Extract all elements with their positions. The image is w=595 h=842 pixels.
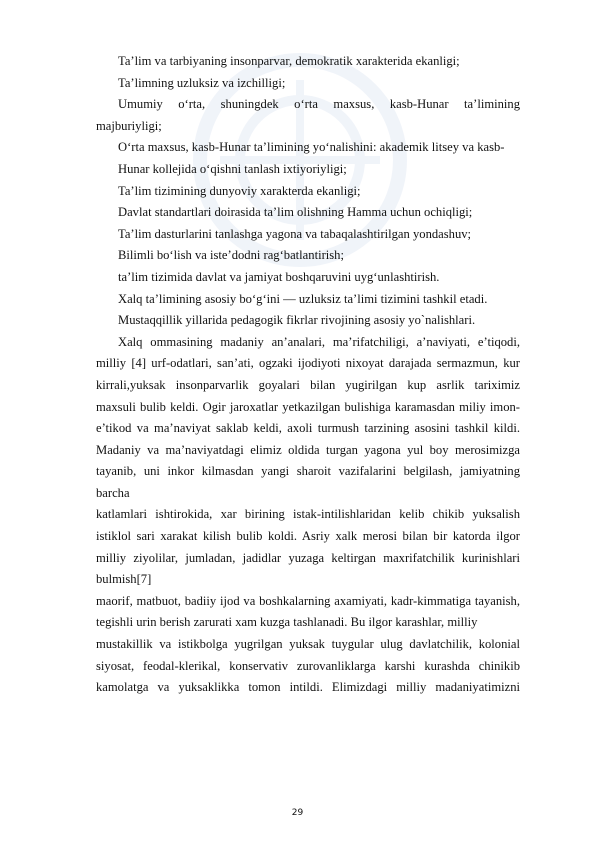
text-line: e’tikod va ma’naviyat saklab keldi, axoli turmush tarzining asosini tashkil kildi. xyxy=(96,421,520,436)
text-line: Umumiy o‘rta, shuningdek o‘rta maxsus, kasb-Hunar ta’limining xyxy=(118,97,520,112)
document-page xyxy=(96,51,520,699)
text-line: barcha xyxy=(96,485,130,500)
text-line: Bilimli bo‘lish va iste’dodni rag‘batlantirish; xyxy=(118,248,344,263)
text-line: Mustaqqillik yillarida pedagogik fikrlar rivojining asosiy yo`nalishlari. xyxy=(118,313,476,328)
text-line: tegishli urin berish zarurati xam kuzga tashlanadi. Bu ilgor karashlar, milliy xyxy=(96,615,478,630)
text-line: Ta’lim dasturlarini tanlashga yagona va tabaqalashtirilgan yondashuv; xyxy=(118,226,472,241)
text-line: Ta’limning uzluksiz va izchilligi; xyxy=(118,75,286,90)
page-number: 29 xyxy=(291,808,304,818)
text-line: kirrali,yuksak insonparvarlik goyalari bilan yugirilgan kup asrlik tariximiz xyxy=(96,377,520,392)
text-line: tayanib, uni inkor kilmasdan yangi sharoit vazifalarini belgilash, jamiyatning xyxy=(96,464,520,479)
text-line: majburiyligi; xyxy=(96,118,162,133)
text-line: Ta’lim va tarbiyaning insonparvar, demokratik xarakterida ekanligi; xyxy=(118,54,460,68)
text-line: milliy ziyolilar, jumladan, jadidlar yuzaga keltirgan maxrifatchilik kurinishlari xyxy=(96,550,520,565)
text-line: Xalq ommasining madaniy an’analari, ma’rifatchiligi, a’naviyati, e’tiqodi, xyxy=(118,334,520,349)
text-line: Xalq ta’limining asosiy bo‘g‘ini — uzluksiz ta’limi tizimini tashkil etadi. xyxy=(118,291,488,306)
text-line: mustakillik va istikbolga yugrilgan yuksak tuygular ulug davlatchilik, kolonial xyxy=(96,637,520,652)
text-line: maxsuli bulib keldi. Ogir jaroxatlar yetkazilgan bulishiga karamasdan miliy imon- xyxy=(96,399,520,414)
text-line: Hunar kollejida o‘qishni tanlash ixtiyoriyligi; xyxy=(118,161,347,176)
text-line: ta’lim tizimida davlat va jamiyat boshqaruvini uyg‘unlashtirish. xyxy=(118,269,440,284)
text-line: O‘rta maxsus, kasb-Hunar ta’limining yo‘nalishini: akademik litsey va kasb- xyxy=(118,140,505,155)
text-line: katlamlari ishtirokida, xar birining istak-intilishlaridan kelib chikib yuksalish xyxy=(96,507,520,522)
text-line: Ta’lim tizimining dunyoviy xarakterda ekanligi; xyxy=(118,183,361,198)
text-line: Davlat standartlari doirasida ta’lim olishning Hamma uchun ochiqligi; xyxy=(118,205,473,220)
text-line: istiklol sari xarakat kilish bulib koldi. Asriy xalk merosi bilan bir katorda ilgor xyxy=(96,529,520,544)
text-line: siyosat, feodal-klerikal, konservativ zurovanliklarga karshi kurashda chinikib xyxy=(96,658,520,673)
text-line: milliy [4] urf-odatlari, san’ati, ogzaki ijodiyoti nixoyat darajada sermazmun, kur xyxy=(96,356,520,371)
text-line: bulmish[7] xyxy=(96,572,152,587)
text-line: Madaniy va ma’naviyatdagi elimiz oldida turgan yagona yul boy merosimizga xyxy=(96,442,520,457)
text-line: kamolatga va yuksaklikka tomon intildi. Elimizdagi milliy madaniyatimizni xyxy=(96,680,520,695)
text-line: maorif, matbuot, badiiy ijod va boshkalarning axamiyati, kadr-kimmatiga tayanish, xyxy=(96,593,520,608)
